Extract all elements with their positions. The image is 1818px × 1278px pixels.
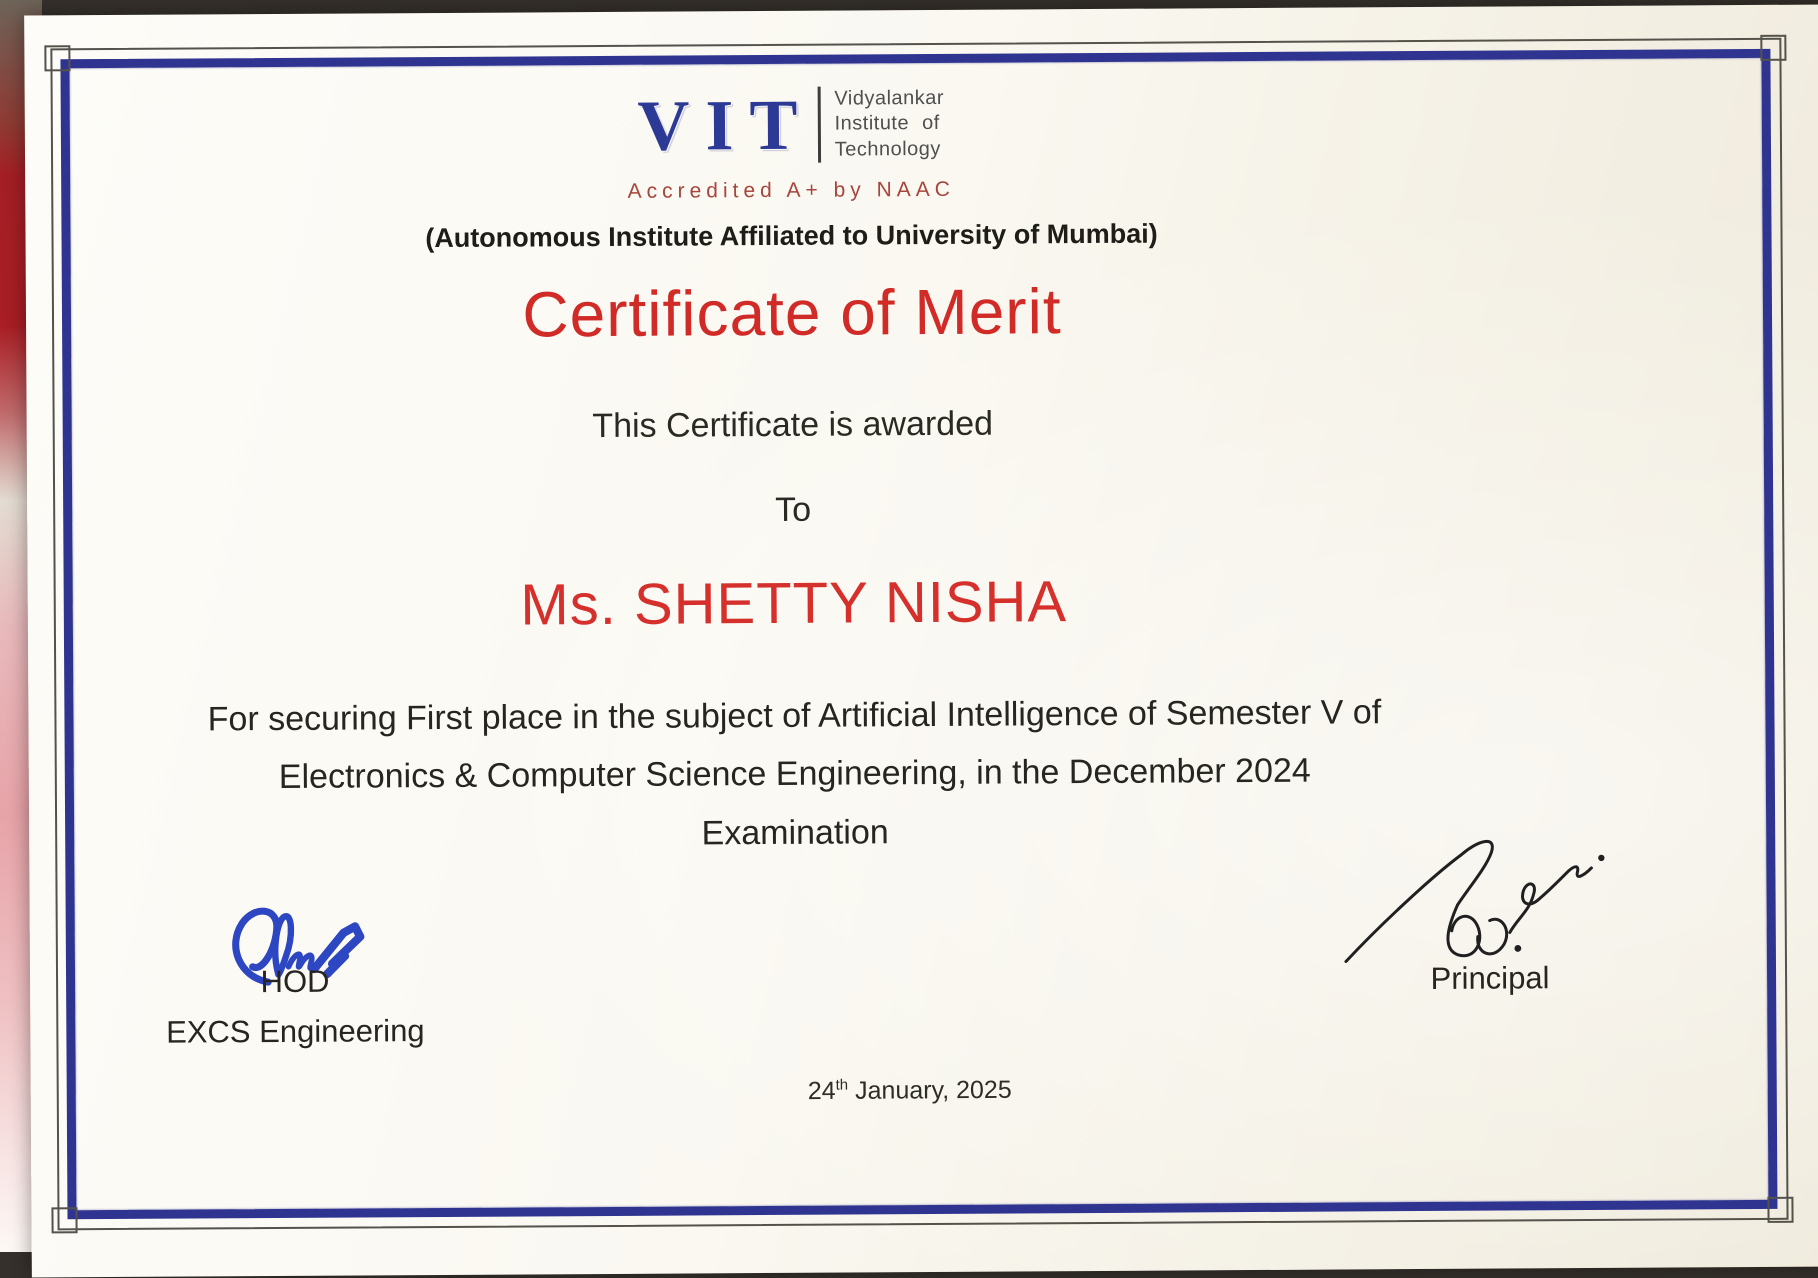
date-day: 24	[807, 1076, 836, 1106]
principal-role-label: Principal	[1430, 960, 1550, 996]
award-line: This Certificate is awarded	[592, 404, 994, 446]
certificate-title: Certificate of Merit	[522, 275, 1062, 351]
institute-name-line: Technology	[834, 137, 941, 161]
recipient-name: Ms. SHETTY NISHA	[520, 569, 1068, 638]
institute-name-line: Institute of	[834, 112, 940, 135]
logo-divider	[817, 87, 820, 163]
to-label: To	[775, 490, 812, 529]
citation-text	[98, 683, 1491, 867]
institute-name-line: Vidyalankar	[834, 86, 945, 110]
hod-department-label: EXCS Engineering	[166, 1013, 425, 1050]
vit-logo-text: VIT	[637, 84, 814, 166]
principal-signature-block	[1317, 828, 1662, 998]
date-rest: January, 2025	[848, 1075, 1012, 1105]
border-corner-bottom-right	[1767, 1197, 1793, 1223]
institute-logo	[637, 72, 944, 178]
citation-line: Examination	[701, 813, 889, 853]
date-ordinal: th	[835, 1076, 849, 1094]
principal-signature	[1334, 828, 1645, 970]
certificate-sheet	[24, 4, 1818, 1277]
hod-signature-block	[145, 899, 446, 1051]
institute-name	[834, 86, 944, 163]
citation-line: Electronics & Computer Science Engineering, in the December 2024	[278, 752, 1311, 797]
hod-role-label: HOD	[260, 963, 330, 1000]
border-corner-bottom-left	[51, 1207, 77, 1233]
affiliation-line: (Autonomous Institute Affiliated to University of Mumbai)	[425, 218, 1158, 254]
accreditation-line: Accredited A+ by NAAC	[627, 177, 955, 203]
certificate-content	[95, 63, 1492, 867]
citation-line: For securing First place in the subject of Artificial Intelligence of Semester V of	[207, 693, 1382, 739]
border-corner-top-right	[1760, 35, 1786, 61]
border-corner-top-left	[44, 45, 70, 71]
